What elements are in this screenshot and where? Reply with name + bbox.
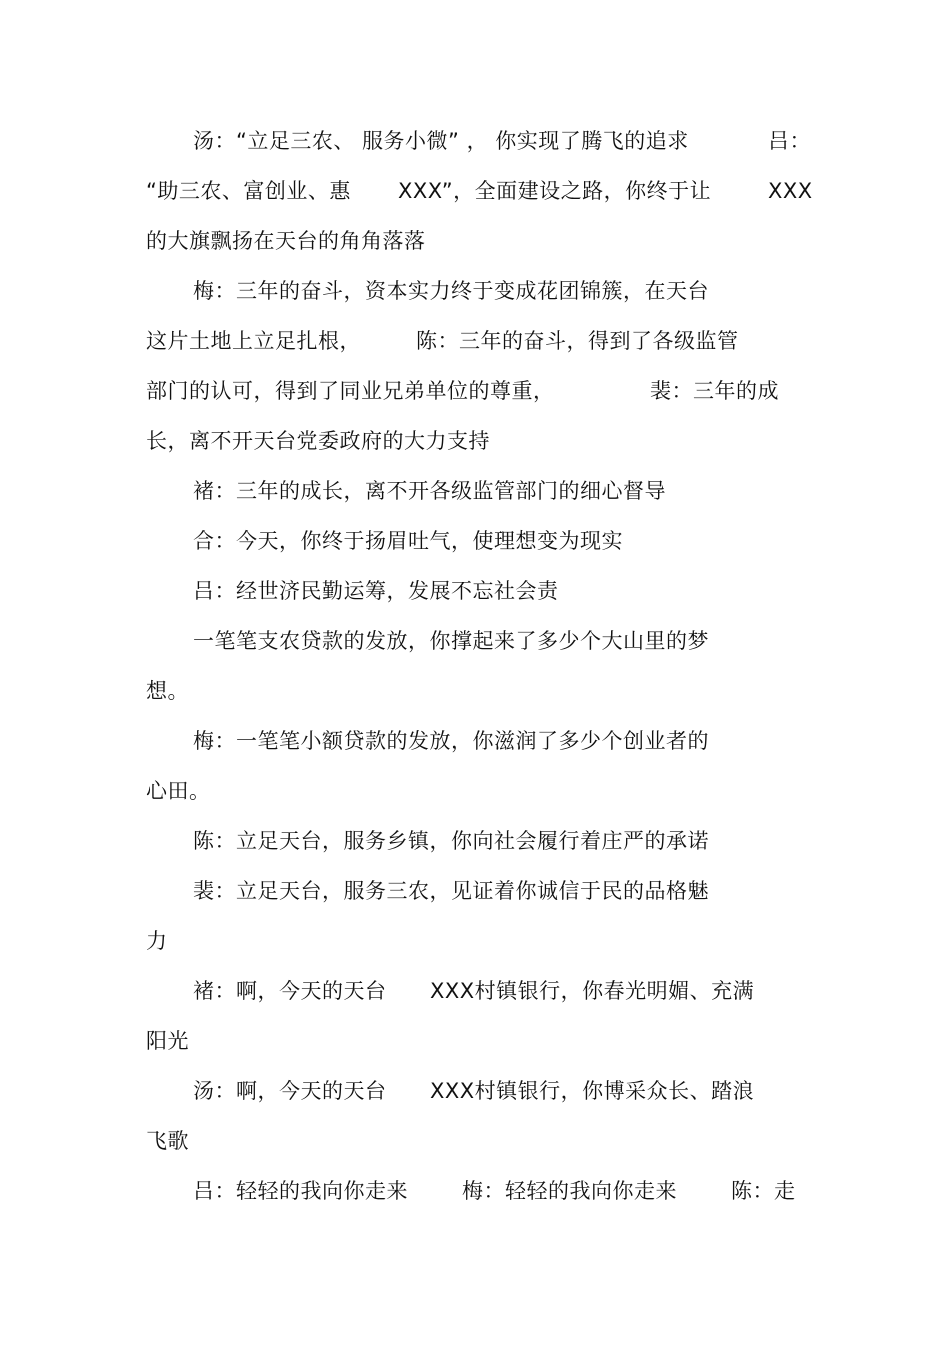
text-line: 梅：一笔笔小额贷款的发放，你滋润了多少个创业者的 bbox=[193, 729, 709, 753]
text-line: 力 bbox=[146, 929, 168, 953]
text-line: 裴：三年的成 bbox=[650, 379, 779, 403]
text-line: 想。 bbox=[146, 679, 189, 703]
text-line: 梅：三年的奋斗，资本实力终于变成花团锦簇，在天台 bbox=[193, 279, 709, 303]
text-line: 心田。 bbox=[146, 779, 211, 803]
text-line: “助三农、富创业、惠 bbox=[146, 179, 351, 203]
text-line: XXX村镇银行，你博采众长、踏浪 bbox=[430, 1079, 755, 1103]
text-line: 吕：轻轻的我向你走来 bbox=[193, 1179, 408, 1203]
text-line: 阳光 bbox=[146, 1029, 189, 1053]
text-line: 吕： bbox=[768, 129, 811, 153]
text-line: 汤：“立足三农、 服务小微” ， 你实现了腾飞的追求 bbox=[193, 129, 689, 153]
text-line: 褚：啊，今天的天台 bbox=[193, 979, 387, 1003]
text-line: 裴：立足天台，服务三农，见证着你诚信于民的品格魅 bbox=[193, 879, 709, 903]
text-line: 一笔笔支农贷款的发放，你撑起来了多少个大山里的梦 bbox=[193, 629, 709, 653]
text-line: 褚：三年的成长，离不开各级监管部门的细心督导 bbox=[193, 479, 666, 503]
text-line: 陈：三年的奋斗，得到了各级监管 bbox=[416, 329, 739, 353]
text-line: 的大旗飘扬在天台的角角落落 bbox=[146, 229, 426, 253]
text-line: 长，离不开天台党委政府的大力支持 bbox=[146, 429, 490, 453]
text-line: 汤：啊，今天的天台 bbox=[193, 1079, 387, 1103]
text-line: 陈：立足天台，服务乡镇，你向社会履行着庄严的承诺 bbox=[193, 829, 709, 853]
text-line: 合：今天，你终于扬眉吐气，使理想变为现实 bbox=[193, 529, 623, 553]
text-line: XXX村镇银行，你春光明媚、充满 bbox=[430, 979, 755, 1003]
text-line: 吕：经世济民勤运筹，发展不忘社会责 bbox=[193, 579, 559, 603]
text-line: 这片土地上立足扎根， bbox=[146, 329, 361, 353]
text-line: 陈：走 bbox=[731, 1179, 796, 1203]
text-line: 飞歌 bbox=[146, 1129, 189, 1153]
text-line: XXX bbox=[768, 179, 813, 203]
text-line: XXX”，全面建设之路，你终于让 bbox=[398, 179, 712, 203]
text-line: 部门的认可，得到了同业兄弟单位的尊重， bbox=[146, 379, 555, 403]
text-line: 梅：轻轻的我向你走来 bbox=[462, 1179, 677, 1203]
